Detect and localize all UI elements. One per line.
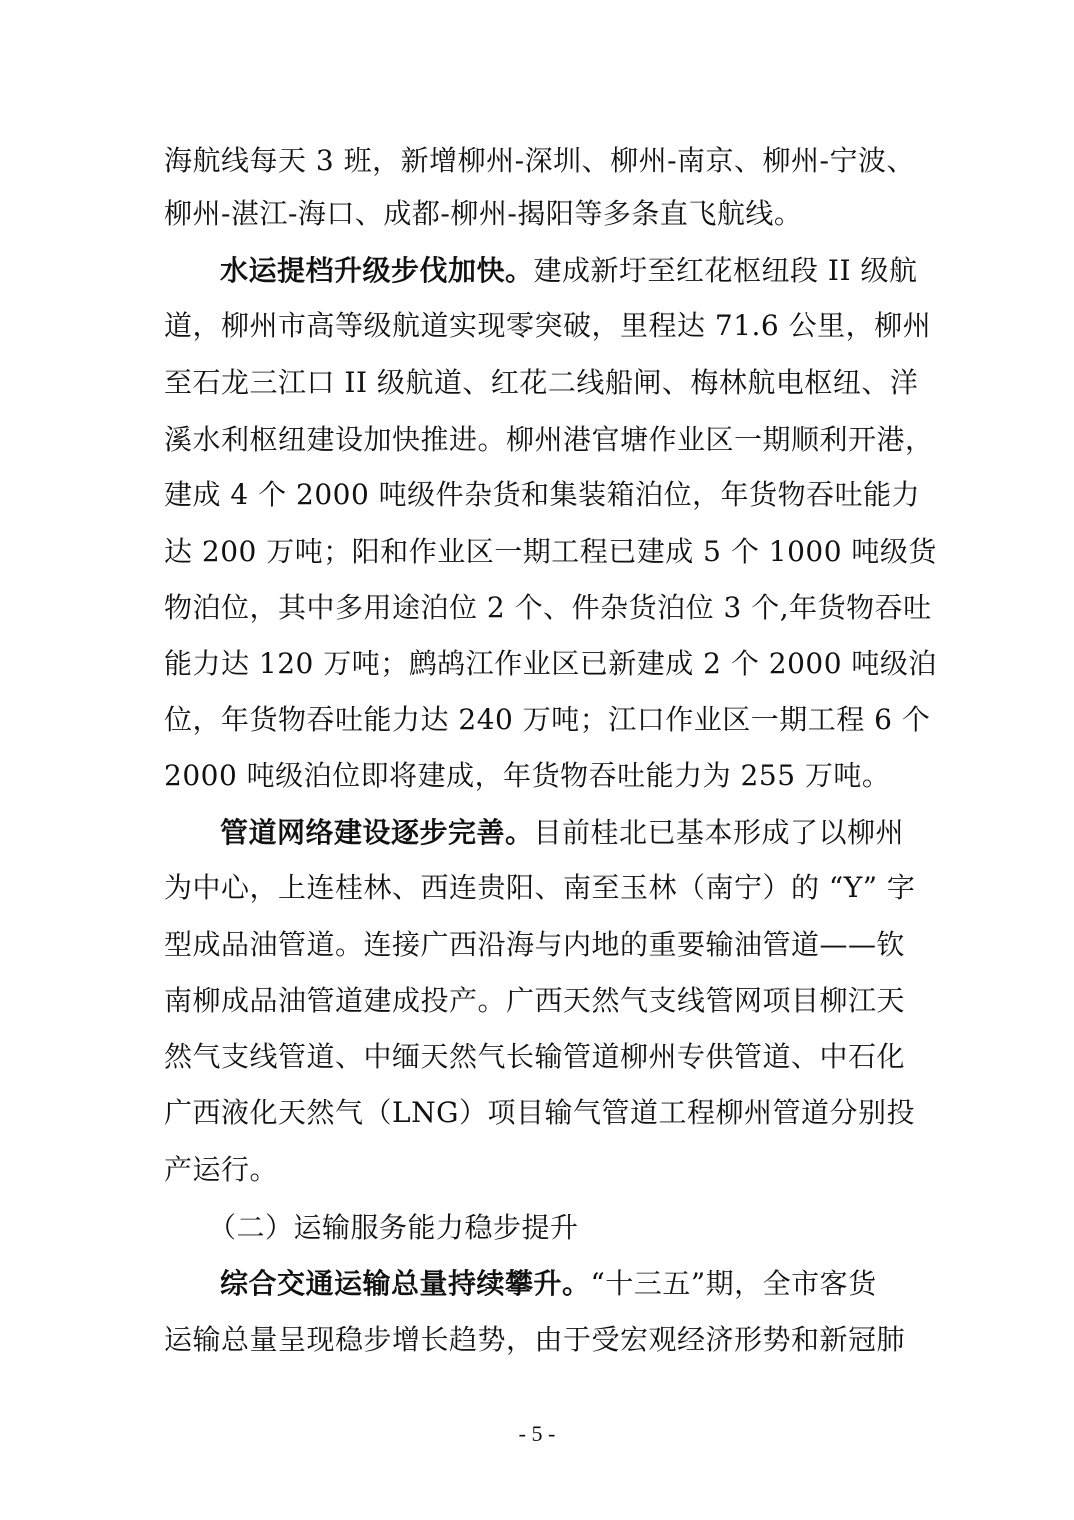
text-line: 产运行。 bbox=[164, 1153, 279, 1186]
text-line: 至石龙三江口 II 级航道、红花二线船闸、梅林航电枢纽、洋 bbox=[164, 366, 919, 399]
text-line: 运输总量呈现稳步增长趋势，由于受宏观经济形势和新冠肺 bbox=[164, 1323, 906, 1356]
text-line: 位，年货物吞吐能力达 240 万吨；江口作业区一期工程 6 个 bbox=[164, 703, 931, 736]
text-line: 海航线每天 3 班，新增柳州-深圳、柳州-南京、柳州-宁波、 bbox=[164, 144, 916, 177]
paragraph-first-line bbox=[220, 813, 904, 853]
section-heading: （二）运输服务能力稳步提升 bbox=[208, 1211, 579, 1244]
text-line: 能力达 120 万吨；鹧鸪江作业区已新建成 2 个 2000 吨级泊 bbox=[164, 647, 937, 680]
paragraph-text: “十三五”期，全市客货 bbox=[590, 1267, 877, 1300]
paragraph-first-line bbox=[220, 251, 917, 291]
text-line: 然气支线管道、中缅天然气长输管道柳州专供管道、中石化 bbox=[164, 1040, 906, 1073]
paragraph-text: 建成新圩至红花枢纽段 II 级航 bbox=[533, 254, 918, 287]
paragraph-first-line bbox=[220, 1264, 877, 1304]
page-number: - 5 - bbox=[518, 1421, 556, 1446]
text-line: 广西液化天然气（LNG）项目输气管道工程柳州管道分别投 bbox=[164, 1096, 915, 1129]
text-line: 南柳成品油管道建成投产。广西天然气支线管网项目柳江天 bbox=[164, 984, 906, 1017]
text-line: 道，柳州市高等级航道实现零突破，里程达 71.6 公里，柳州 bbox=[164, 309, 932, 342]
text-line: 型成品油管道。连接广西沿海与内地的重要输油管道——钦 bbox=[164, 928, 906, 961]
text-line: 溪水利枢纽建设加快推进。柳州港官塘作业区一期顺利开港， bbox=[164, 423, 934, 456]
text-line: 物泊位，其中多用途泊位 2 个、件杂货泊位 3 个,年货物吞吐 bbox=[164, 591, 932, 624]
text-line: 建成 4 个 2000 吨级件杂货和集装箱泊位，年货物吞吐能力 bbox=[164, 478, 921, 511]
text-line: 2000 吨级泊位即将建成，年货物吞吐能力为 255 万吨。 bbox=[164, 759, 891, 792]
paragraph-text: 目前桂北已基本形成了以柳州 bbox=[533, 816, 905, 849]
paragraph-heading: 管道网络建设逐步完善。 bbox=[220, 816, 534, 849]
text-line: 达 200 万吨；阳和作业区一期工程已建成 5 个 1000 吨级货 bbox=[164, 535, 937, 568]
paragraph-heading: 水运提档升级步伐加快。 bbox=[220, 254, 534, 287]
text-line: 为中心，上连桂林、西连贵阳、南至玉林（南宁）的 “Y” 字 bbox=[164, 871, 916, 904]
text-line: 柳州-湛江-海口、成都-柳州-揭阳等多条直飞航线。 bbox=[164, 197, 803, 230]
paragraph-heading: 综合交通运输总量持续攀升。 bbox=[220, 1267, 591, 1300]
